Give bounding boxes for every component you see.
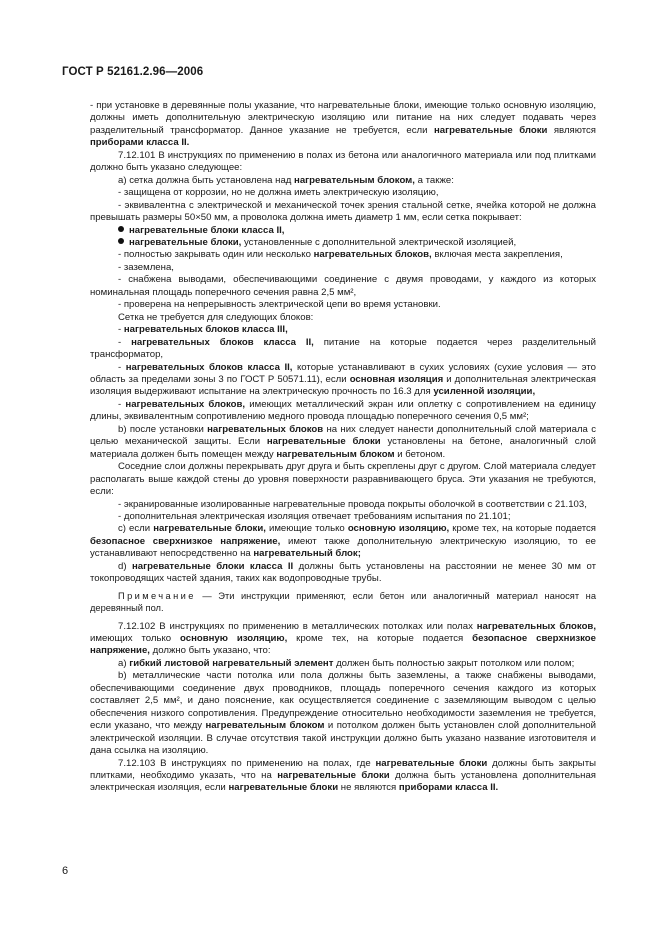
page-number: 6 xyxy=(62,865,69,877)
list-item: - эквивалентна с электрической и механической точек зрения стальной сетке, ячейка которой не должна превышать размеры 50×50 мм, а проволока должна иметь диаметр 1 мм, если сетка покрывает: xyxy=(90,199,596,224)
clause-7-12-101: 7.12.101 В инструкциях по применению в полах из бетона или аналогичного материала или под плитками должно быть указано следующее: xyxy=(90,149,596,174)
list-item: - нагревательных блоков класса III, xyxy=(118,324,288,336)
document-header: ГОСТ Р 52161.2.96—2006 xyxy=(62,66,204,78)
bullet-icon xyxy=(118,238,124,244)
list-item: - снабжена выводами, обеспечивающими соединение с двумя проводами, у каждого из которых номинальная площадь поперечного сечения равна 2,5 мм², xyxy=(90,274,596,298)
clause-7-12-103: 7.12.103 В инструкциях по применению на полах, где нагревательные блоки должны быть закрыты плитками, необходимо указать, что на нагревательные блоки должна быть установлена дополнительная электрическая изоляция, если нагревательные блоки не являются приборами класса II. xyxy=(90,757,596,794)
list-item: - экранированные изолированные нагревательные провода покрыты оболочкой в соответствии с 21.103, xyxy=(118,498,587,510)
list-item-c: с) если нагревательные блоки, имеющие только основную изоляцию, кроме тех, на которые подается безопасное сверхнизкое напряжение, имеют также дополнительную электрическую изоляцию, то ее устанавливают непосредственно на нагревательный блок; xyxy=(90,523,596,560)
list-item-d: d) нагревательные блоки класса II должны быть установлены на расстоянии не менее 30 мм от токопроводящих частей здания, таких как водопроводные трубы. xyxy=(90,560,596,585)
note: Примечание — Эти инструкции применяют, если бетон или аналогичный материал наносят на деревянный пол. xyxy=(90,590,596,614)
clause-7-12-102: 7.12.102 В инструкциях по применению в металлических потолках или полах нагревательных блоков, имеющих только основную изоляцию, кроме тех, на которые подается безопасное сверхнизкое напряжение, должно быть указано, что: xyxy=(90,620,596,657)
list-item-b: b) металлические части потолка или пола должны быть заземлены, а также снабжены выводами, обеспечивающими соединение двух проводников, площадь поперечного сечения каждого из которых составляет 2,5 мм², и дано пояснение, как осуществляется соединение с заземляющим выводом с целью обеспечения низкого сопротивления. Предупреждение относительно необходимости заземления не требуется, если указано, что между нагревательным блоком и потолком должен быть установлен слой дополнительной электрической изоляции. В случае отсутствия такой инструкции должно быть указано название изготовителя и дана ссылка на изоляцию. xyxy=(90,670,596,757)
paragraph: - при установке в деревянные полы указание, что нагревательные блоки, имеющие только основную изоляцию, должны иметь дополнительную электрическую изоляцию или питание на них следует подавать через разделительный трансформатор. Данное указание не требуется, если нагревательные блоки являются приборами класса II. xyxy=(90,100,596,149)
paragraph: Сетка не требуется для следующих блоков: xyxy=(118,311,314,323)
list-item-a: а) сетка должна быть установлена над нагревательным блоком, а также: xyxy=(118,174,454,186)
list-item-b: b) после установки нагревательных блоков на них следует нанести дополнительный слой материала с целью механической защиты. Если нагревательные блоки установлены на бетоне, аналогичный слой материала должен быть помещен между нагревательным блоком и бетоном. xyxy=(90,423,596,460)
list-item: - заземлена, xyxy=(118,261,174,273)
list-item-a: а) гибкий листовой нагревательный элемент должен быть полностью закрыт потолком или полом; xyxy=(118,657,575,669)
list-item: - проверена на непрерывность электрической цепи во время установки. xyxy=(118,299,441,311)
list-item: - полностью закрывать один или несколько нагревательных блоков, включая места закрепления, xyxy=(118,249,563,261)
bullet-item: нагревательные блоки класса II, xyxy=(90,225,596,237)
list-item: - нагревательных блоков, имеющих металлический экран или оплетку с сопротивлением на единицу длины, эквивалентным сопротивлению медного провода площадью поперечного сечения 0,5 мм²; xyxy=(90,398,596,423)
paragraph: Соседние слои должны перекрывать друг друга и быть скреплены друг с другом. Слой материала следует располагать выше каждой стены до уровня поверхности разравнивающего бруса. Эти указания не требуются, если: xyxy=(90,461,596,498)
list-item: - защищена от коррозии, но не должна иметь электрическую изоляцию, xyxy=(118,187,439,199)
list-item: - дополнительная электрическая изоляция отвечает требованиям испытания по 21.101; xyxy=(118,510,511,522)
bullet-icon xyxy=(118,226,124,232)
note-label: Примечание xyxy=(118,590,196,601)
list-item: - нагревательных блоков класса II, которые устанавливают в сухих условиях (сухие условия — это область за пределами зоны 3 по ГОСТ Р 50571.11), если основная изоляция и дополнительная электрическая изоляция выдерживают испытание на электрическую прочность по 16.3 для усиленной изоляции, xyxy=(90,361,596,398)
document-body xyxy=(90,100,596,795)
bullet-item: нагревательные блоки, установленные с дополнительной электрической изоляцией, xyxy=(90,237,596,249)
list-item: - нагревательных блоков класса II, питание на которые подается через разделительный трансформатор, xyxy=(90,336,596,361)
